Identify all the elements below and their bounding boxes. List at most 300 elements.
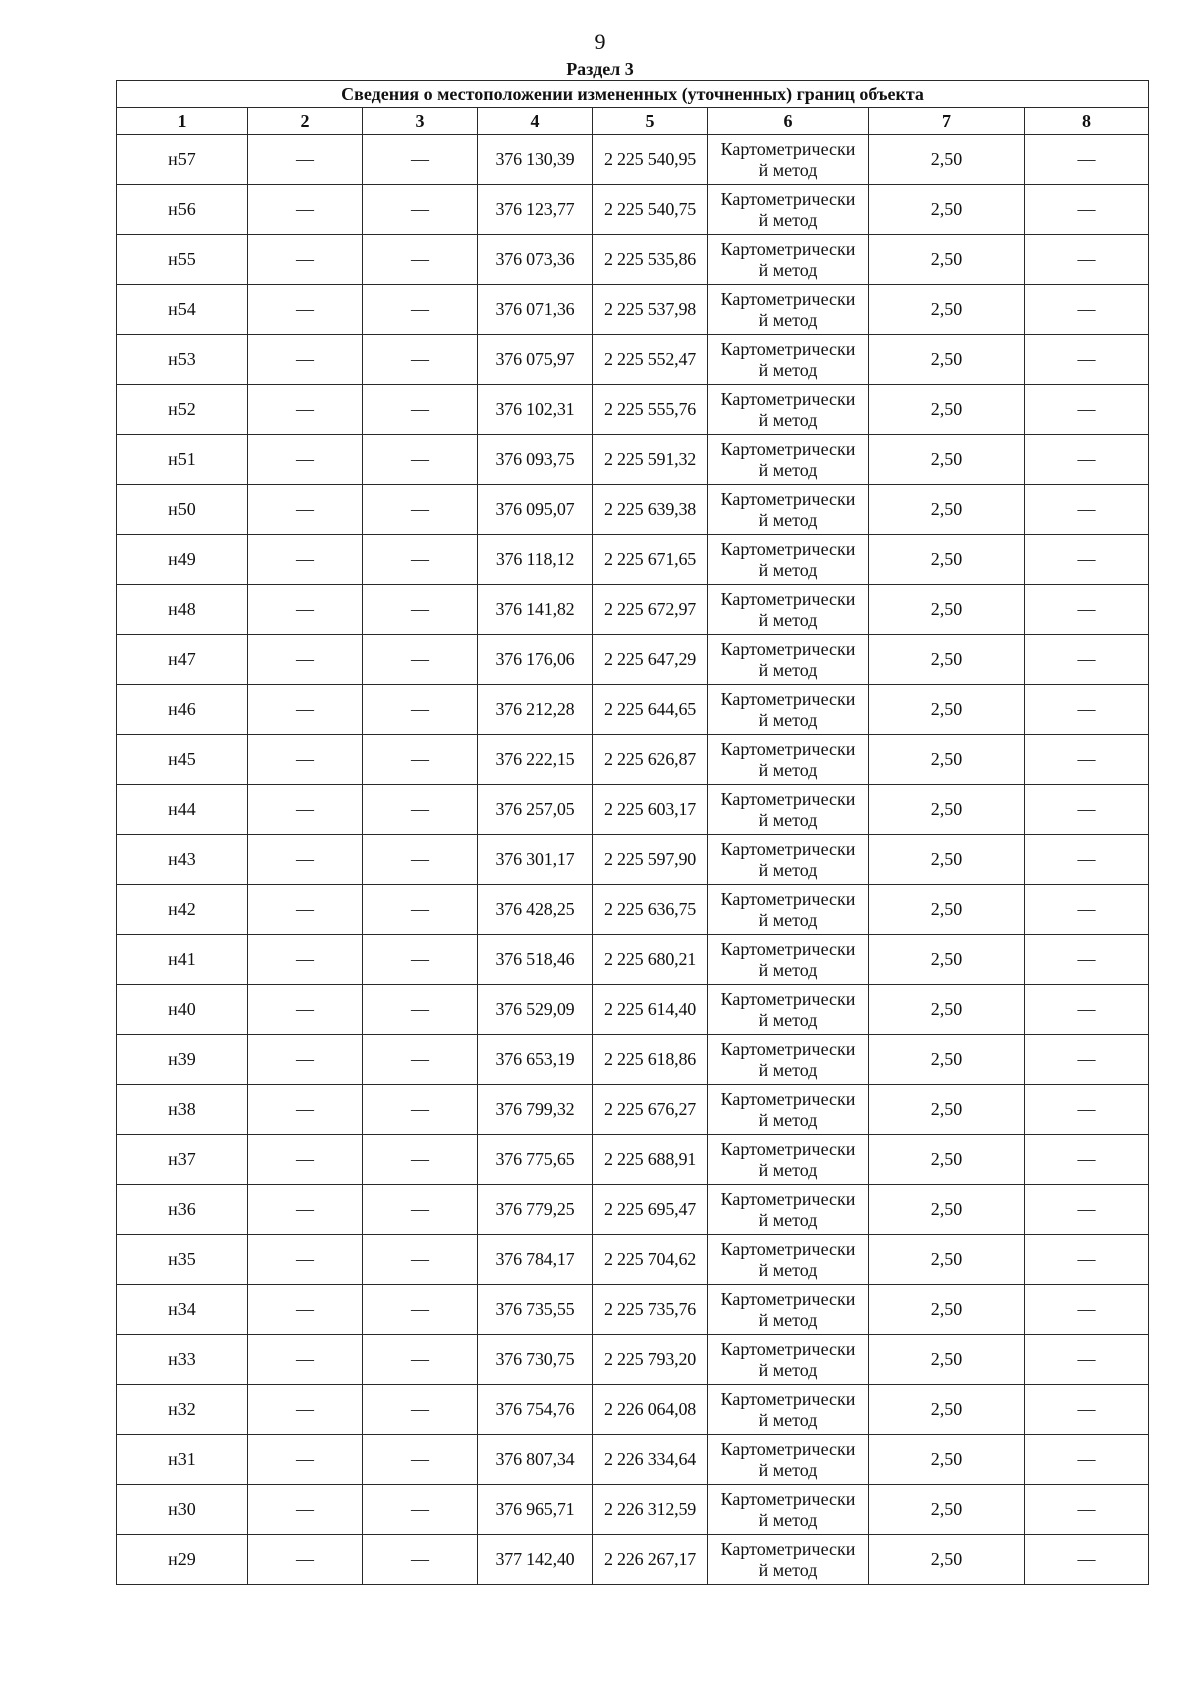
column-3-cell: — xyxy=(363,1535,478,1585)
x-coordinate-cell: 377 142,40 xyxy=(478,1535,593,1585)
method-line-2: й метод xyxy=(758,1259,818,1280)
column-number: 7 xyxy=(869,108,1025,135)
table-row xyxy=(117,1385,1149,1435)
column-2-cell: — xyxy=(248,1435,363,1485)
column-8-cell: — xyxy=(1025,385,1149,435)
method-cell xyxy=(708,1085,869,1135)
table-row xyxy=(117,235,1149,285)
method-line-2: й метод xyxy=(758,1409,818,1430)
accuracy-cell: 2,50 xyxy=(869,835,1025,885)
accuracy-cell: 2,50 xyxy=(869,1085,1025,1135)
method-line-1: Картометрически xyxy=(720,788,856,809)
column-3-cell: — xyxy=(363,985,478,1035)
method-cell xyxy=(708,1535,869,1585)
table-row xyxy=(117,685,1149,735)
method-line-1: Картометрически xyxy=(720,688,856,709)
column-2-cell: — xyxy=(248,1285,363,1335)
y-coordinate-cell: 2 225 535,86 xyxy=(593,235,708,285)
method-line-2: й метод xyxy=(758,1209,818,1230)
column-3-cell: — xyxy=(363,885,478,935)
column-2-cell: — xyxy=(248,135,363,185)
method-cell xyxy=(708,835,869,885)
x-coordinate-cell: 376 130,39 xyxy=(478,135,593,185)
column-8-cell: — xyxy=(1025,985,1149,1035)
method-cell xyxy=(708,185,869,235)
point-number-cell: н54 xyxy=(117,285,248,335)
method-cell xyxy=(708,1235,869,1285)
method-line-1: Картометрически xyxy=(720,938,856,959)
x-coordinate-cell: 376 799,32 xyxy=(478,1085,593,1135)
column-8-cell: — xyxy=(1025,235,1149,285)
table-row xyxy=(117,735,1149,785)
method-line-1: Картометрически xyxy=(720,1038,856,1059)
method-line-2: й метод xyxy=(758,309,818,330)
point-number-cell: н37 xyxy=(117,1135,248,1185)
method-line-1: Картометрически xyxy=(720,838,856,859)
column-2-cell: — xyxy=(248,1385,363,1435)
accuracy-cell: 2,50 xyxy=(869,685,1025,735)
point-number-cell: н41 xyxy=(117,935,248,985)
y-coordinate-cell: 2 225 540,75 xyxy=(593,185,708,235)
method-cell xyxy=(708,485,869,535)
table-row xyxy=(117,135,1149,185)
accuracy-cell: 2,50 xyxy=(869,585,1025,635)
column-3-cell: — xyxy=(363,235,478,285)
column-8-cell: — xyxy=(1025,685,1149,735)
accuracy-cell: 2,50 xyxy=(869,535,1025,585)
point-number-cell: н51 xyxy=(117,435,248,485)
y-coordinate-cell: 2 226 064,08 xyxy=(593,1385,708,1435)
column-2-cell: — xyxy=(248,285,363,335)
method-cell xyxy=(708,1485,869,1535)
method-line-2: й метод xyxy=(758,209,818,230)
point-number-cell: н52 xyxy=(117,385,248,435)
method-line-2: й метод xyxy=(758,259,818,280)
method-line-1: Картометрически xyxy=(720,1538,856,1559)
point-number-cell: н35 xyxy=(117,1235,248,1285)
x-coordinate-cell: 376 779,25 xyxy=(478,1185,593,1235)
method-line-1: Картометрически xyxy=(720,1138,856,1159)
point-number-cell: н42 xyxy=(117,885,248,935)
table-row xyxy=(117,1185,1149,1235)
column-number: 4 xyxy=(478,108,593,135)
column-8-cell: — xyxy=(1025,1135,1149,1185)
accuracy-cell: 2,50 xyxy=(869,135,1025,185)
point-number-cell: н32 xyxy=(117,1385,248,1435)
column-8-cell: — xyxy=(1025,335,1149,385)
table-row xyxy=(117,785,1149,835)
accuracy-cell: 2,50 xyxy=(869,1335,1025,1385)
method-line-1: Картометрически xyxy=(720,988,856,1009)
method-line-2: й метод xyxy=(758,509,818,530)
column-2-cell: — xyxy=(248,935,363,985)
accuracy-cell: 2,50 xyxy=(869,485,1025,535)
column-2-cell: — xyxy=(248,1235,363,1285)
column-2-cell: — xyxy=(248,985,363,1035)
y-coordinate-cell: 2 226 267,17 xyxy=(593,1535,708,1585)
table-row xyxy=(117,835,1149,885)
x-coordinate-cell: 376 212,28 xyxy=(478,685,593,735)
y-coordinate-cell: 2 225 735,76 xyxy=(593,1285,708,1335)
column-3-cell: — xyxy=(363,185,478,235)
point-number-cell: н29 xyxy=(117,1535,248,1585)
accuracy-cell: 2,50 xyxy=(869,935,1025,985)
table-row xyxy=(117,635,1149,685)
y-coordinate-cell: 2 225 671,65 xyxy=(593,535,708,585)
method-line-2: й метод xyxy=(758,809,818,830)
column-2-cell: — xyxy=(248,185,363,235)
y-coordinate-cell: 2 226 312,59 xyxy=(593,1485,708,1535)
method-cell xyxy=(708,535,869,585)
method-cell xyxy=(708,1285,869,1335)
method-cell xyxy=(708,885,869,935)
method-line-2: й метод xyxy=(758,1309,818,1330)
method-line-2: й метод xyxy=(758,1159,818,1180)
method-line-2: й метод xyxy=(758,609,818,630)
y-coordinate-cell: 2 225 680,21 xyxy=(593,935,708,985)
page-number: 9 xyxy=(594,29,606,54)
accuracy-cell: 2,50 xyxy=(869,735,1025,785)
column-8-cell: — xyxy=(1025,1535,1149,1585)
column-3-cell: — xyxy=(363,385,478,435)
accuracy-cell: 2,50 xyxy=(869,885,1025,935)
y-coordinate-cell: 2 225 537,98 xyxy=(593,285,708,335)
y-coordinate-cell: 2 225 618,86 xyxy=(593,1035,708,1085)
table-row xyxy=(117,285,1149,335)
y-coordinate-cell: 2 225 540,95 xyxy=(593,135,708,185)
column-3-cell: — xyxy=(363,835,478,885)
column-3-cell: — xyxy=(363,1385,478,1435)
column-2-cell: — xyxy=(248,335,363,385)
table-row xyxy=(117,935,1149,985)
method-line-2: й метод xyxy=(758,559,818,580)
method-cell xyxy=(708,685,869,735)
table-row xyxy=(117,1535,1149,1585)
column-2-cell: — xyxy=(248,385,363,435)
table-caption: Сведения о местоположении измененных (уточненных) границ объекта xyxy=(117,81,1149,108)
method-cell xyxy=(708,935,869,985)
x-coordinate-cell: 376 529,09 xyxy=(478,985,593,1035)
point-number-cell: н33 xyxy=(117,1335,248,1385)
method-line-2: й метод xyxy=(758,1109,818,1130)
column-3-cell: — xyxy=(363,585,478,635)
method-line-2: й метод xyxy=(758,409,818,430)
column-number: 1 xyxy=(117,108,248,135)
method-line-2: й метод xyxy=(758,1009,818,1030)
accuracy-cell: 2,50 xyxy=(869,1535,1025,1585)
method-line-1: Картометрически xyxy=(720,1488,856,1509)
x-coordinate-cell: 376 093,75 xyxy=(478,435,593,485)
method-cell xyxy=(708,435,869,485)
point-number-cell: н56 xyxy=(117,185,248,235)
table-row xyxy=(117,185,1149,235)
x-coordinate-cell: 376 965,71 xyxy=(478,1485,593,1535)
column-3-cell: — xyxy=(363,1135,478,1185)
accuracy-cell: 2,50 xyxy=(869,985,1025,1035)
column-number: 6 xyxy=(708,108,869,135)
method-cell xyxy=(708,735,869,785)
column-3-cell: — xyxy=(363,435,478,485)
column-2-cell: — xyxy=(248,735,363,785)
point-number-cell: н40 xyxy=(117,985,248,1035)
y-coordinate-cell: 2 225 614,40 xyxy=(593,985,708,1035)
point-number-cell: н31 xyxy=(117,1435,248,1485)
method-line-1: Картометрически xyxy=(720,1438,856,1459)
x-coordinate-cell: 376 807,34 xyxy=(478,1435,593,1485)
y-coordinate-cell: 2 225 603,17 xyxy=(593,785,708,835)
column-8-cell: — xyxy=(1025,585,1149,635)
method-line-2: й метод xyxy=(758,659,818,680)
y-coordinate-cell: 2 225 672,97 xyxy=(593,585,708,635)
table-caption-row xyxy=(117,81,1149,108)
x-coordinate-cell: 376 735,55 xyxy=(478,1285,593,1335)
point-number-cell: н45 xyxy=(117,735,248,785)
accuracy-cell: 2,50 xyxy=(869,285,1025,335)
column-2-cell: — xyxy=(248,585,363,635)
x-coordinate-cell: 376 071,36 xyxy=(478,285,593,335)
y-coordinate-cell: 2 225 591,32 xyxy=(593,435,708,485)
table-row xyxy=(117,1485,1149,1535)
method-line-1: Картометрически xyxy=(720,488,856,509)
method-line-2: й метод xyxy=(758,1059,818,1080)
column-2-cell: — xyxy=(248,835,363,885)
column-3-cell: — xyxy=(363,935,478,985)
table-row xyxy=(117,585,1149,635)
x-coordinate-cell: 376 222,15 xyxy=(478,735,593,785)
method-line-2: й метод xyxy=(758,159,818,180)
method-line-2: й метод xyxy=(758,1459,818,1480)
column-3-cell: — xyxy=(363,1235,478,1285)
method-cell xyxy=(708,1435,869,1485)
method-cell xyxy=(708,235,869,285)
coordinates-table xyxy=(116,80,1149,1585)
x-coordinate-cell: 376 102,31 xyxy=(478,385,593,435)
point-number-cell: н57 xyxy=(117,135,248,185)
method-cell xyxy=(708,385,869,435)
column-8-cell: — xyxy=(1025,735,1149,785)
method-line-1: Картометрически xyxy=(720,388,856,409)
table-row xyxy=(117,385,1149,435)
column-3-cell: — xyxy=(363,1285,478,1335)
table-row xyxy=(117,1435,1149,1485)
x-coordinate-cell: 376 754,76 xyxy=(478,1385,593,1435)
column-2-cell: — xyxy=(248,1035,363,1085)
column-8-cell: — xyxy=(1025,1085,1149,1135)
x-coordinate-cell: 376 730,75 xyxy=(478,1335,593,1385)
method-cell xyxy=(708,1185,869,1235)
table-row xyxy=(117,1135,1149,1185)
column-3-cell: — xyxy=(363,335,478,385)
column-3-cell: — xyxy=(363,1185,478,1235)
point-number-cell: н48 xyxy=(117,585,248,635)
column-8-cell: — xyxy=(1025,535,1149,585)
column-2-cell: — xyxy=(248,235,363,285)
accuracy-cell: 2,50 xyxy=(869,385,1025,435)
column-3-cell: — xyxy=(363,685,478,735)
point-number-cell: н34 xyxy=(117,1285,248,1335)
column-8-cell: — xyxy=(1025,485,1149,535)
method-line-2: й метод xyxy=(758,709,818,730)
x-coordinate-cell: 376 073,36 xyxy=(478,235,593,285)
column-8-cell: — xyxy=(1025,1435,1149,1485)
x-coordinate-cell: 376 653,19 xyxy=(478,1035,593,1085)
x-coordinate-cell: 376 118,12 xyxy=(478,535,593,585)
method-cell xyxy=(708,1335,869,1385)
column-8-cell: — xyxy=(1025,1335,1149,1385)
method-line-1: Картометрически xyxy=(720,1238,856,1259)
column-2-cell: — xyxy=(248,1085,363,1135)
column-8-cell: — xyxy=(1025,185,1149,235)
method-line-1: Картометрически xyxy=(720,1088,856,1109)
column-3-cell: — xyxy=(363,1485,478,1535)
table-row xyxy=(117,1285,1149,1335)
x-coordinate-cell: 376 784,17 xyxy=(478,1235,593,1285)
x-coordinate-cell: 376 095,07 xyxy=(478,485,593,535)
method-line-2: й метод xyxy=(758,909,818,930)
column-number: 5 xyxy=(593,108,708,135)
x-coordinate-cell: 376 775,65 xyxy=(478,1135,593,1185)
table-body xyxy=(117,135,1149,1585)
accuracy-cell: 2,50 xyxy=(869,1185,1025,1235)
x-coordinate-cell: 376 257,05 xyxy=(478,785,593,835)
column-2-cell: — xyxy=(248,535,363,585)
y-coordinate-cell: 2 225 688,91 xyxy=(593,1135,708,1185)
column-8-cell: — xyxy=(1025,635,1149,685)
table-row xyxy=(117,1235,1149,1285)
method-line-1: Картометрически xyxy=(720,538,856,559)
y-coordinate-cell: 2 225 676,27 xyxy=(593,1085,708,1135)
table-row xyxy=(117,1085,1149,1135)
point-number-cell: н49 xyxy=(117,535,248,585)
column-3-cell: — xyxy=(363,485,478,535)
column-3-cell: — xyxy=(363,635,478,685)
column-3-cell: — xyxy=(363,785,478,835)
point-number-cell: н36 xyxy=(117,1185,248,1235)
column-8-cell: — xyxy=(1025,1385,1149,1435)
table-row xyxy=(117,1335,1149,1385)
accuracy-cell: 2,50 xyxy=(869,335,1025,385)
column-8-cell: — xyxy=(1025,885,1149,935)
table-row xyxy=(117,985,1149,1035)
method-line-1: Картометрически xyxy=(720,188,856,209)
point-number-cell: н50 xyxy=(117,485,248,535)
y-coordinate-cell: 2 225 644,65 xyxy=(593,685,708,735)
method-line-1: Картометрически xyxy=(720,738,856,759)
x-coordinate-cell: 376 301,17 xyxy=(478,835,593,885)
accuracy-cell: 2,50 xyxy=(869,1035,1025,1085)
accuracy-cell: 2,50 xyxy=(869,1485,1025,1535)
column-3-cell: — xyxy=(363,1335,478,1385)
column-2-cell: — xyxy=(248,1335,363,1385)
table-row xyxy=(117,435,1149,485)
y-coordinate-cell: 2 225 626,87 xyxy=(593,735,708,785)
column-8-cell: — xyxy=(1025,1235,1149,1285)
column-2-cell: — xyxy=(248,635,363,685)
accuracy-cell: 2,50 xyxy=(869,1435,1025,1485)
method-cell xyxy=(708,1035,869,1085)
y-coordinate-cell: 2 225 597,90 xyxy=(593,835,708,885)
method-line-2: й метод xyxy=(758,359,818,380)
point-number-cell: н53 xyxy=(117,335,248,385)
method-line-1: Картометрически xyxy=(720,588,856,609)
point-number-cell: н38 xyxy=(117,1085,248,1135)
method-line-1: Картометрически xyxy=(720,888,856,909)
y-coordinate-cell: 2 225 639,38 xyxy=(593,485,708,535)
method-cell xyxy=(708,1135,869,1185)
accuracy-cell: 2,50 xyxy=(869,435,1025,485)
column-2-cell: — xyxy=(248,785,363,835)
column-8-cell: — xyxy=(1025,285,1149,335)
x-coordinate-cell: 376 075,97 xyxy=(478,335,593,385)
column-2-cell: — xyxy=(248,885,363,935)
table-row xyxy=(117,535,1149,585)
column-3-cell: — xyxy=(363,285,478,335)
method-cell xyxy=(708,585,869,635)
x-coordinate-cell: 376 518,46 xyxy=(478,935,593,985)
column-8-cell: — xyxy=(1025,1035,1149,1085)
x-coordinate-cell: 376 176,06 xyxy=(478,635,593,685)
method-line-2: й метод xyxy=(758,1509,818,1530)
x-coordinate-cell: 376 123,77 xyxy=(478,185,593,235)
method-line-1: Картометрически xyxy=(720,1338,856,1359)
column-2-cell: — xyxy=(248,685,363,735)
method-line-2: й метод xyxy=(758,859,818,880)
column-2-cell: — xyxy=(248,1485,363,1535)
y-coordinate-cell: 2 225 647,29 xyxy=(593,635,708,685)
column-3-cell: — xyxy=(363,735,478,785)
accuracy-cell: 2,50 xyxy=(869,635,1025,685)
point-number-cell: н30 xyxy=(117,1485,248,1535)
method-cell xyxy=(708,285,869,335)
point-number-cell: н46 xyxy=(117,685,248,735)
table-row xyxy=(117,485,1149,535)
y-coordinate-cell: 2 225 555,76 xyxy=(593,385,708,435)
y-coordinate-cell: 2 225 695,47 xyxy=(593,1185,708,1235)
y-coordinate-cell: 2 225 552,47 xyxy=(593,335,708,385)
method-line-1: Картометрически xyxy=(720,438,856,459)
x-coordinate-cell: 376 428,25 xyxy=(478,885,593,935)
point-number-cell: н39 xyxy=(117,1035,248,1085)
section-title: Раздел 3 xyxy=(566,59,634,79)
column-2-cell: — xyxy=(248,485,363,535)
column-3-cell: — xyxy=(363,135,478,185)
method-cell xyxy=(708,785,869,835)
table-row xyxy=(117,885,1149,935)
accuracy-cell: 2,50 xyxy=(869,235,1025,285)
column-3-cell: — xyxy=(363,1085,478,1135)
column-8-cell: — xyxy=(1025,1185,1149,1235)
column-2-cell: — xyxy=(248,1185,363,1235)
accuracy-cell: 2,50 xyxy=(869,1135,1025,1185)
table-row xyxy=(117,335,1149,385)
column-number-row xyxy=(117,108,1149,135)
column-8-cell: — xyxy=(1025,1485,1149,1535)
point-number-cell: н55 xyxy=(117,235,248,285)
column-2-cell: — xyxy=(248,435,363,485)
method-cell xyxy=(708,985,869,1035)
method-line-2: й метод xyxy=(758,1359,818,1380)
method-line-1: Картометрически xyxy=(720,288,856,309)
method-line-1: Картометрически xyxy=(720,1288,856,1309)
accuracy-cell: 2,50 xyxy=(869,185,1025,235)
method-cell xyxy=(708,635,869,685)
column-3-cell: — xyxy=(363,1035,478,1085)
column-8-cell: — xyxy=(1025,835,1149,885)
method-line-1: Картометрически xyxy=(720,138,856,159)
method-line-1: Картометрически xyxy=(720,238,856,259)
column-number: 3 xyxy=(363,108,478,135)
method-line-1: Картометрически xyxy=(720,338,856,359)
